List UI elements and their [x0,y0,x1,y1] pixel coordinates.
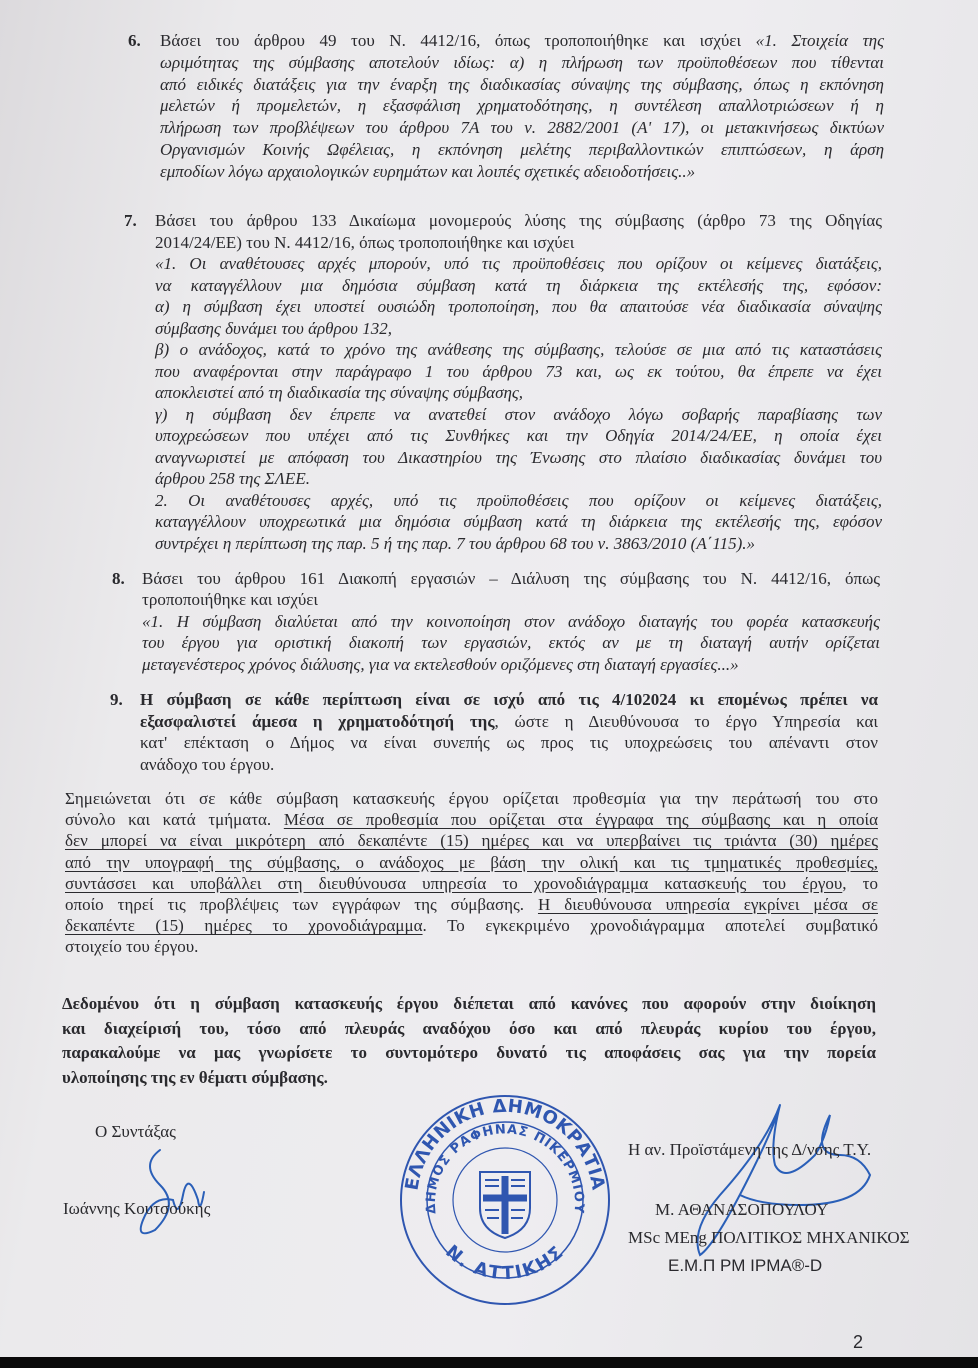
text-line [140,689,878,711]
text-line [155,468,882,490]
quoted-text: β) ο ανάδοχος, κατά το χρόνο της ανάθεσης της σύμβασης, τελούσε σε μια από τις καταστάσεις [155,340,882,359]
text-line [155,275,882,297]
quoted-text: «1. Στοιχεία της [755,31,884,50]
quoted-text: αποκλειστεί από τη διαδικασία της σύναψης σύμβασης, [155,383,524,402]
head-certification: Ε.Μ.Π PM IPMA®-D [668,1256,823,1275]
quoted-text: μεταγενέστερος χρόνος διάλυσης, για να εκτελεσθούν οριζόμενες στη διαταγή εργασίες...» [142,654,739,674]
text-line [155,404,882,426]
text-segment: , το [842,873,878,893]
underlined-text: δεν μπορεί να είναι μικρότερη από δεκαπέντε (15) ημέρες και να υπερβαίνει τις τριάντα (30) ημέρες [65,831,878,851]
text-segment: 2014/24/ΕΕ) του Ν. 4412/16, όπως τροποποιήθηκε και ισχύει [155,232,575,252]
underlined-text: δεκαπέντε (15) ημέρες το χρονοδιάγραμμα [65,916,423,936]
head-name: Μ. ΑΘΑΝΑΣΟΠΟΥΛΟΥ [655,1200,829,1219]
text-line [62,1066,876,1091]
text-segment: Βάσει του άρθρου 133 Δικαίωμα μονομερούς λύσης της σύμβασης (άρθρο 73 της Οδηγίας [155,211,882,230]
underlined-text: από την υπογραφή της σύμβασης, ο ανάδοχος με βάση την ολική και τις τμηματικές προθεσμίες, [65,852,878,872]
bold-text: Δεδομένου ότι η σύμβαση κατασκευής έργου διέπεται από κανόνες που αφορούν στην διοίκηση [62,994,876,1013]
text-line [140,732,878,754]
text-line [65,830,878,851]
text-line [65,788,878,809]
quoted-text: συντρέχει η περίπτωση της παρ. 5 ή της παρ. 7 του άρθρου 68 του ν. 3863/2010 (Α΄115).» [155,533,756,553]
quoted-text: πλήρωση των προβλέψεων του άρθρου 7Α του ν. 2882/2001 (Α' 17), οι μετακινήσεως δικτύων [160,118,884,138]
text-line [142,568,880,589]
bold-text: Η σύμβαση σε κάθε περίπτωση είναι σε ισχύ από τις 4/102024 κι επομένως πρέπει να [140,690,878,709]
bold-text: εξασφαλιστεί άμεσα η χρηματοδότησή της [140,711,495,731]
text-segment: οποίο τηρεί τις προβλέψεις των εγγράφων της σύμβασης. [65,895,538,915]
municipal-stamp [395,1090,615,1310]
text-line [160,139,884,161]
text-line [155,318,882,340]
text-line [160,74,884,96]
quoted-text: από ειδικές διατάξεις για την έναρξη της διαδικασίας σύναψης της σύμβασης, όπως η εκπόνηση [160,74,884,94]
underlined-text: συντάσσει και υποβάλλει στη διευθύνουσα υπηρεσία το χρονοδιάγραμμα κατασκευής του έργου [65,873,843,893]
text-line [142,654,880,675]
quoted-text: «1. Η σύμβαση διαλύεται από την κοινοποίηση στον ανάδοχο διαταγής του φορέα κατασκευής [142,611,880,631]
closing-paragraph [62,992,876,1090]
quoted-text: ωριμότητας της σύμβασης αποτελούν ιδίως: α) η πλήρωση των προϋποθέσεων που τίθενται [160,52,884,72]
text-line [155,232,882,254]
head-role: Η αν. Προϊστάμενη της Δ/νσης Τ.Υ. [628,1140,872,1159]
quoted-text: άρθρου 258 της ΣΛΕΕ. [155,469,310,488]
quoted-text: «1. Οι αναθέτουσες αρχές μπορούν, υπό τις προϋποθέσεις που ορίζουν οι κείμενες διατάξεις, [155,254,882,273]
text-line [65,809,878,830]
quoted-text: σύμβασης δυνάμει του άρθρου 132, [155,318,392,338]
text-line [160,161,884,183]
item-number: 7. [124,211,137,230]
stamp-inner-text: ΔΗΜΟΣ ΡΑΦΗΝΑΣ ΠΙΚΕΡΜΙΟΥ [423,1122,587,1215]
bold-text: υλοποίησης της εν θέματι σύμβασης. [62,1067,328,1087]
quoted-text: μελετών ή προμελετών, η εξασφάλιση χρηματοδότησης, η συντέλεση απαλλοτριώσεων ή η [160,96,884,116]
item-7 [124,210,882,554]
quoted-text: καταγγέλλουν υποχρεωτικά μια δημόσια σύμβαση κατά τη διάρκεια της εκτέλεσής της, εφόσον [155,512,882,531]
bold-text: παρακαλούμε να μας γνωρίσετε το συντομότερο δυνατό τις αποφάσεις σας για την πορεία [62,1043,876,1062]
quoted-text: που αναφέρονται στην παράγραφο 1 του άρθρου 73 και, ως εκ τούτου, θα έπρεπε να έχει [155,361,882,381]
text-segment: , ώστε η Διευθύνουσα το έργο Υπηρεσία και [494,711,878,731]
text-segment: σύνολο και κατά τμήματα. [65,810,284,830]
text-line [160,117,884,139]
text-line [155,533,882,555]
stamp-outer-bottom-text: Ν. ΑΤΤΙΚΗΣ [441,1241,569,1285]
text-line [155,339,882,361]
quoted-text: εμποδίων λόγω αρχαιολογικών ευρημάτων και λοιπές σχετικές αδειοδοτήσεις..» [160,161,696,181]
underlined-text: Μέσα σε προθεσμία που ορίζεται στα έγγραφα της σύμβασης και η οποία [283,810,878,830]
item-number: 8. [112,569,125,588]
item-8 [112,568,880,675]
quoted-text: γ) η σύμβαση δεν έπρεπε να ανατεθεί στον ανάδοχο λόγω σοβαρής παραβίασης των [155,404,882,424]
text-line [155,210,882,232]
text-line [65,936,878,957]
page-number: 2 [853,1332,864,1352]
svg-text:Ν. ΑΤΤΙΚΗΣ [441,1241,568,1284]
text-line [62,1041,876,1066]
text-segment: . Το εγκεκριμένο χρονοδιάγραμμα αποτελεί συμβατικό [422,916,878,936]
head-title: MSc MEng ΠΟΛΙΤΙΚΟΣ ΜΗΧΑΝΙΚΟΣ [628,1228,910,1247]
text-line [155,382,882,404]
quoted-text: υποχρεώσεων που υπέχει από τις Συνθήκες και την Οδηγία 2014/24/ΕΕ, η οποία έχει [155,426,882,445]
text-line [155,425,882,447]
coat-of-arms-icon [480,1172,530,1238]
text-line [160,95,884,117]
text-line [155,490,882,512]
quoted-text: Οργανισμών Κοινής Ωφέλειας, η εκπόνηση μελέτης περιβαλλοντικών επιπτώσεων, η άρση [160,139,884,159]
text-line [155,447,882,469]
item-number: 6. [128,31,141,50]
quoted-text: του έργου για οριστική διακοπή των εργασιών, εκτός αν με τη διαταγή αυτήν ορίζεται [142,633,880,653]
item-9 [110,689,878,775]
quoted-text: α) η σύμβαση έχει υποστεί ουσιώδη τροποποίηση, που θα απαιτούσε νέα διαδικασία σύναψης [155,297,882,316]
text-line [140,754,878,776]
text-segment: Βάσει του άρθρου 49 του Ν. 4412/16, όπως τροποποιήθηκε και ισχύει [160,31,756,50]
text-line [62,992,876,1017]
text-line [142,589,880,610]
stamp-outer-top-text: ΕΛΛΗΝΙΚΗ ΔΗΜΟΚΡΑΤΙΑ [401,1095,609,1192]
text-line [155,361,882,383]
text-line [142,632,880,653]
text-line [65,873,878,894]
text-segment: κατ' επέκταση ο Δήμος να είναι συνεπής ως προς τις υποχρεώσεις του απέναντι στον [140,733,878,753]
quoted-text: να καταγγέλλουν μια δημόσια σύμβαση κατά τη διάρκεια της εκτέλεσής της, εφόσον: [155,275,882,295]
underlined-text: Η διευθύνουσα υπηρεσία εγκρίνει μέσα σε [537,895,878,915]
text-line [142,611,880,632]
text-segment: Βάσει του άρθρου 161 Διακοπή εργασιών – Διάλυση της σύμβασης του Ν. 4412/16, όπως [142,569,880,588]
text-segment: στοιχείο του έργου. [65,937,199,957]
item-6 [128,30,884,183]
composer-role: Ο Συντάξας [95,1122,176,1141]
text-line [140,711,878,733]
text-line [65,915,878,936]
note-paragraph [65,788,878,958]
bold-text: και διαχείρισή του, τόσο από πλευράς αναδόχου όσο και από πλευράς κυρίου του έργου, [62,1018,876,1038]
item-number: 9. [110,690,123,709]
text-segment: ανάδοχο του έργου. [140,754,275,774]
composer-signature [141,1150,204,1233]
text-line [155,511,882,533]
text-segment: τροποποιήθηκε και ισχύει [142,590,318,610]
text-line [160,52,884,74]
quoted-text: αναγνωριστεί με απόφαση του Δικαστηρίου της Ένωσης στο πλαίσιο διαδικασίας δυνάμει του [155,447,882,467]
text-line [65,852,878,873]
text-line [155,253,882,275]
text-line [155,296,882,318]
composer-name: Ιωάννης Κουτσούκης [63,1199,211,1218]
text-line [65,894,878,915]
text-segment: Σημειώνεται ότι σε κάθε σύμβαση κατασκευής έργου ορίζεται προθεσμία για την περάτωσή του στο [65,789,878,808]
text-line [160,30,884,52]
text-line [62,1017,876,1042]
photo-bottom-edge [0,1357,978,1368]
quoted-text: 2. Οι αναθέτουσες αρχές, υπό τις προϋποθέσεις που ορίζουν οι κείμενες διατάξεις, [155,490,882,510]
